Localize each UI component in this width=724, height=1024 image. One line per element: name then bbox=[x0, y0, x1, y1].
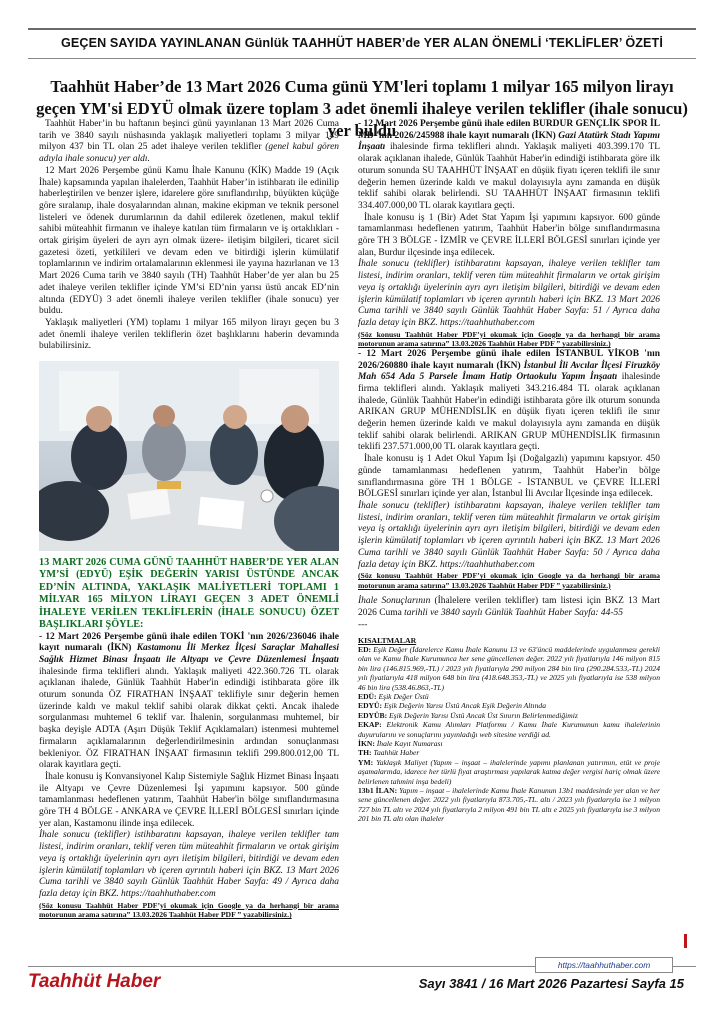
meeting-photo bbox=[39, 361, 339, 551]
left-column bbox=[39, 119, 339, 920]
tender-item-1-pdf-note: (Söz konusu Taahhüt Haber PDF’yi okumak için Google ya da herhangi bir arama motorunun arama satırına” 13.03.2026 Taahhüt Haber PDF ” yazabilirsiniz.) bbox=[39, 900, 339, 920]
abbr-item: EDYÜB: Eşik Değerin Yarısı Üstü Ancak Üst Sınırın Belirlenmediğimiz bbox=[358, 710, 578, 720]
website-url[interactable]: https://taahhuthaber.com bbox=[535, 957, 673, 973]
abbr-item: ED: Eşik Değer (İdarelerce Kamu İhale Kanunu 13 ve 63'üncü maddelerinde uygulanması gerekli olan ve Kamu İhale Kurumunca her sene güncellenen değer. 2022 yılı fiyatlarıyla 146 milyon 815 bin lira (146.815.969,-TL) / 2023 yılı fiyatlarıyla 290 milyon 284 bin lira (290.284.533,-TL) 2024 yılı fiyatlarıyla 418 milyon 648 bin lira (418.648.353,-TL) ve 2025 yılı fiyatlarıyla ise 538 milyon 46 bin lira (538.46.863,-TL) bbox=[358, 644, 660, 692]
tender-item-1-scope: İhale konusu iş Konvansiyonel Kalıp Sistemiyle Sağlık Hizmet Binası İnşaatı ile Altyapı ve Çevre Düzenlemesi İşi yapımını kapsıyor. 500 günde tamamlanması hedeflenen yatırım, Taahhüt Haber'in bölge sınıflandırmasına göre TH 4 BÖLGE - ANKARA ve ÇEVRE İLLERİ BÖLGESİ sınırları içinde yer alan, Kastamonu ilinde inşa edilecek. bbox=[39, 771, 339, 829]
separator: --- bbox=[358, 619, 368, 630]
issue-info: Sayı 3841 / 16 Mart 2026 Pazartesi Sayfa 15 bbox=[418, 976, 684, 991]
abbr-item: EDÜ: Eşik Değer Üstü bbox=[358, 691, 429, 701]
abbr-item: 13b1 İLAN: Yapım – inşaat – ihalelerinde Kamu İhale Kanunun 13b1 maddesinde yer alan ve her sene güncellenen değer. 2022 yılı fiyatlarıyla 873.705,-TL. altı / 2023 yılı fiyatlarıyla ise 1 milyon 727 bin TL altı ve 2024 yılı fiyatlarıyla 2 milyon 491 bin TL altı e 2025 yılı fiyatlarıyla ise 3 milyon 201 bin TL altı olan ihaleler bbox=[358, 786, 661, 824]
tender-item-3-pdf-note: (Söz konusu Taahhüt Haber PDF’yi okumak için Google ya da herhangi bir arama motorunun arama satırına” 13.03.2026 Taahhüt Haber PDF ” yazabilirsiniz.) bbox=[358, 571, 660, 590]
tender-item-1: - 12 Mart 2026 Perşembe günü ihale edilen TOKİ 'nın 2026/236046 ihale kayıt numaralı (İKN) Kastamonu İli Merkez İlçesi Saraçlar Mahallesi Sağlık Hizmet Binası İnşaatı ile Altyapı ve Çevre Düzenlemesi İnşaatı ihalesinde firma teklifleri alındı. Yaklaşık maliyeti 422.360.726 TL olarak açıklanan ihalede, Günlük Taahhüt Haber'in edindiği istihbarata göre ilk oturum sonunda ÖZ FIRATHAN İNŞAAT teklifiyle sınır değerin hemen üzerinde kaldı ve makul teklif sahibi olarak dikkat çekti. Ancak ihalede sorgulanması muhtemel 6 teklif var. İhalenin, sorgulanması muhtemel, bir başka deyişle ADTA (Aşırı Düşük Teklif Açıklamaları) istenmesi muhtemel firmaların açıklamalarının değerlendirilmesinin ardından sonuçlanması bekleniyor. ÖZ FIRATHAN İNŞAAT firmasının teklifi 299.800.012,00 TL olarak kayıtlara geçti. bbox=[39, 631, 340, 771]
tender-item-3-reference: İhale sonucu (teklifler) istihbaratını kapsayan, ihaleye verilen teklifler tam listesi, indirim oranları, teklif veren tüm müteahhit firmaların ve ortak girişim veya iş ortaklığı üyelerinin ayrı ayrı iletişim bilgileri, bitirdiği ve devam eden işlerin kümülatif toplamları vb içeren ayrıntılı haberi için BKZ. 13 Mart 2026 Cuma tarihli ve 3840 sayılı Günlük Taahhüt Haber Sayfa: 50 / Ayrıca daha fazla detay için BKZ. https://taahhuthaber.com bbox=[358, 500, 660, 570]
right-column bbox=[358, 119, 660, 824]
abbr-item: İKN: İhale Kayıt Numarası bbox=[358, 738, 443, 748]
abbr-item: YM: Yaklaşık Maliyet (Yapım – inşaat – ihalelerinde yapımı planlanan yatırımın, etüt ve proje aşamalarında, idarece her türlü fiyat araştırması yapılarak katma değer vergisi hariç olmak üzere belirlenen tahmini inşa bedeli) bbox=[358, 757, 660, 786]
summary-paragraph: Yaklaşık maliyetleri (YM) toplamı 1 milyar 165 milyon lirayı geçen bu 3 adet önemli ihaleye verilen tekliflerin özet başlıklarını haberin devamında bulabilirsiniz. bbox=[39, 317, 339, 352]
detail-paragraph: 12 Mart 2026 Perşembe günü Kamu İhale Kanunu (KİK) Madde 19 (Açık İhale) kapsamında yapılan ihalelerden, Taahhüt Haber’in istihbaratı ile edinilip haberleştirilen ve benzer işlere, idarelere göre sınıflandırılıp, büyükten küçüğe göre sıralanıp, ihale dosyalarından alınan, makine ekipman ve teknik personel listeleri ve ödenek durumlarının da dahil edilerek özetlenen, makul teklif sahibi müteahhit firmanın ve ihaleye katılan tüm firmaların ve iş ortaklıkları -ortak girişim üyeleri de ayrı ayrı olmak üzere- iletişim bilgileri, ticaret sicil gazetesi özeti, yetkilileri ve devam eden ve bitirdiği işlerin kümülatif toplamlarının ve indirim ortalamalarının eklenmesi ile yayına hazırlanan ve 13 Mart 2026 Cuma tarih ve 3840 sayılı (TH) Taahhüt Haber’de yer alan bu 25 adet ihaleye verilen teklifler içinde YM’si ED’nin yarısı üstü ancak ED’nin altında (EDYÜ) 3 adet önemli ihaleye verilen teklifler (ihale sonucu) yer buldu. bbox=[39, 165, 339, 317]
intro-paragraph: Taahhüt Haber’in bu haftanın beşinci günü yayınlanan 13 Mart 2026 Cuma tarih ve 3840 sayılı nüshasında yaklaşık maliyetleri toplamı 3 milyar 149 milyon 437 bin TL olan 25 adet ihaleye verilen teklifler (genel kabul gören adıyla ihale sonucu) yer aldı. bbox=[39, 119, 339, 165]
top-rule bbox=[28, 28, 696, 30]
abbr-item: EKAP: Elektronik Kamu Alımları Platformu / Kamu İhale Kurumunun kamu ihalelerinin duyurularını ve sonuçlarını yayınladığı web sitesine verdiği ad. bbox=[358, 720, 660, 739]
green-section-heading: 13 MART 2026 CUMA GÜNÜ TAAHHÜT HABER’DE YER ALAN YM’Sİ (EDYÜ) EŞİK DEĞERİN YARISI ÜSTÜNDE ANCAK ED’NİN ALTINDA, YAKLAŞIK MALİYETLERİ TOPLAMI 1 MİLYAR 165 MİLYON LİRAYI GEÇEN 3 ADET ÖNEMLİ İHALEYE VERİLEN TEKLİFLERİN (İHALE SONUCU) ÖZET BAŞLIKLARI ŞÖYLE: bbox=[39, 557, 339, 631]
tender-item-2-reference: İhale sonucu (teklifler) istihbaratını kapsayan, ihaleye verilen teklifler tam listesi, indirim oranları, teklif veren tüm müteahhit firmaların ve ortak girişim veya iş ortaklığı üyelerinin ayrı ayrı iletişim bilgileri, bitirdiği ve devam eden işlerin kümülatif toplamları vb içeren ayrıntılı haberi için BKZ. 13 Mart 2026 Cuma tarihli ve 3840 sayılı Günlük Taahhüt Haber Sayfa: 51 / Ayrıca daha fazla detay için BKZ. https://taahhuthaber.com bbox=[358, 259, 660, 328]
brand-logo: Taahhüt Haber bbox=[28, 971, 161, 992]
abbr-item: EDYÜ: Eşik Değerin Yarısı Üstü Ancak Eşik Değerin Altında bbox=[358, 701, 547, 711]
full-list-reference: İhale Sonuçlarının (İhalelere verilen teklifler) tam listesi için BKZ 13 Mart 2026 Cuma tarihli ve 3840 sayılı Günlük Taahhüt Haber Sayfa: 44-55 bbox=[358, 596, 661, 619]
meeting-illustration bbox=[39, 361, 339, 551]
tender-item-2: - 12 Mart 2026 Perşembe günü ihale edilen BURDUR GENÇLİK SPOR İL MD 'nın 2026/245988 ihale kayıt numaralı (İKN) Gazi Atatürk Stadı Yapımı İnşaatı ihalesinde firma teklifleri alındı. Yaklaşık maliyeti 403.399.170 TL olarak açıklanan ihalede, Günlük Taahhüt Haber'in edindiği istihbarata göre ilk oturum sonunda SU TAAHHÜT İNŞAAT en düşük fiyatı içeren teklifi ile sınır değerin hemen üzerinde kaldı ve makul dolayısıyla aynı zamanda en düşük teklif sahibi olarak belirlendi. SU TAAHHÜT İNŞAAT firmasının teklifi 334.407.000,00 TL olarak kayıtlara geçti. bbox=[358, 119, 661, 211]
tender-item-3: - 12 Mart 2026 Perşembe günü ihale edilen İSTANBUL YİKOB 'nın 2026/260880 ihale kayıt numaralı (İKN) İstanbul İli Avcılar İlçesi Firuzköy Mah 654 Ada 5 Parsele İmam Hatip Ortaokulu Yapım İnşaatı ihalesinde firma teklifleri alındı. Yaklaşık maliyeti 343.216.484 TL olarak açıklanan ihalede, Günlük Taahhüt Haber'in edindiği istihbarata göre ilk oturum sonunda ARIKAN GRUP MÜHENDİSLİK en düşük fiyatı içeren teklifi ile sınır değerin hemen üzerinde kaldı ve makul dolayısıyla aynı zamanda en düşük teklif sahibi olarak belirlendi. ARIKAN GRUP MÜHENDİSLİK firmasının teklifi 237.571.000,00 TL olarak kayıtlara geçti. bbox=[358, 348, 661, 453]
tender-item-3-scope: İhale konusu iş 1 Adet Okul Yapım İşi (Doğalgazlı) yapımını kapsıyor. 450 günde tamamlanması hedeflenen yatırım, Taahhüt Haber'in bölge sınıflandırmasına göre TH 1 BÖLGE - İSTANBUL ve ÇEVRE İLLERİ BÖLGESİ sınırları içinde yer alan, İstanbul İli Avcılar İlçesinde inşa edilecek. bbox=[358, 454, 660, 500]
tender-item-2-pdf-note: (Söz konusu Taahhüt Haber PDF’yi okumak için Google ya da herhangi bir arama motorunun arama satırına” 13.03.2026 Taahhüt Haber PDF ” yazabilirsiniz.) bbox=[358, 329, 660, 349]
abbr-item: TH: Taahhüt Haber bbox=[358, 748, 420, 758]
header-rule bbox=[28, 58, 696, 59]
abbreviations bbox=[358, 636, 660, 824]
article-title: Taahhüt Haber’de 13 Mart 2026 Cuma günü YM'leri toplamı 1 milyar 165 milyon lirayı geçen YM'si EDYÜ olmak üzere toplam 3 adet önemli ihaleye verilen teklifler (ihale sonucu) yer buldu bbox=[36, 77, 688, 140]
abbreviations-title: KISALTMALAR bbox=[358, 635, 417, 645]
page-header-title: GEÇEN SAYIDA YAYINLANAN Günlük TAAHHÜT HABER’de YER ALAN ÖNEMLİ ‘TEKLİFLER’ ÖZETİ bbox=[61, 36, 663, 50]
red-margin-mark bbox=[684, 934, 687, 948]
tender-item-2-scope: İhale konusu iş 1 (Bir) Adet Stat Yapım İşi yapımını kapsıyor. 600 günde tamamlanması hedeflenen yatırım, Taahhüt Haber'in bölge sınıflandırmasına göre TH 3 BÖLGE - İZMİR ve ÇEVRE İLLERİ BÖLGESİ sınırları içinde yer alan, Burdur ilçesinde inşa edilecek. bbox=[358, 212, 660, 258]
tender-item-1-reference: İhale sonucu (teklifler) istihbaratını kapsayan, ihaleye verilen teklifler tam listesi, indirim oranları, teklif veren tüm müteahhit firmaların ve ortak girişim veya iş ortaklığı üyelerinin ayrı ayrı iletişim bilgileri, bitirdiği ve devam eden işlerin kümülatif toplamları vb içeren ayrıntılı haberi için BKZ. 13 Mart 2026 Cuma tarihli ve 3840 sayılı Günlük Taahhüt Haber Sayfa: 49 / Ayrıca daha fazla detay için BKZ. https://taahhuthaber.com bbox=[39, 830, 339, 899]
